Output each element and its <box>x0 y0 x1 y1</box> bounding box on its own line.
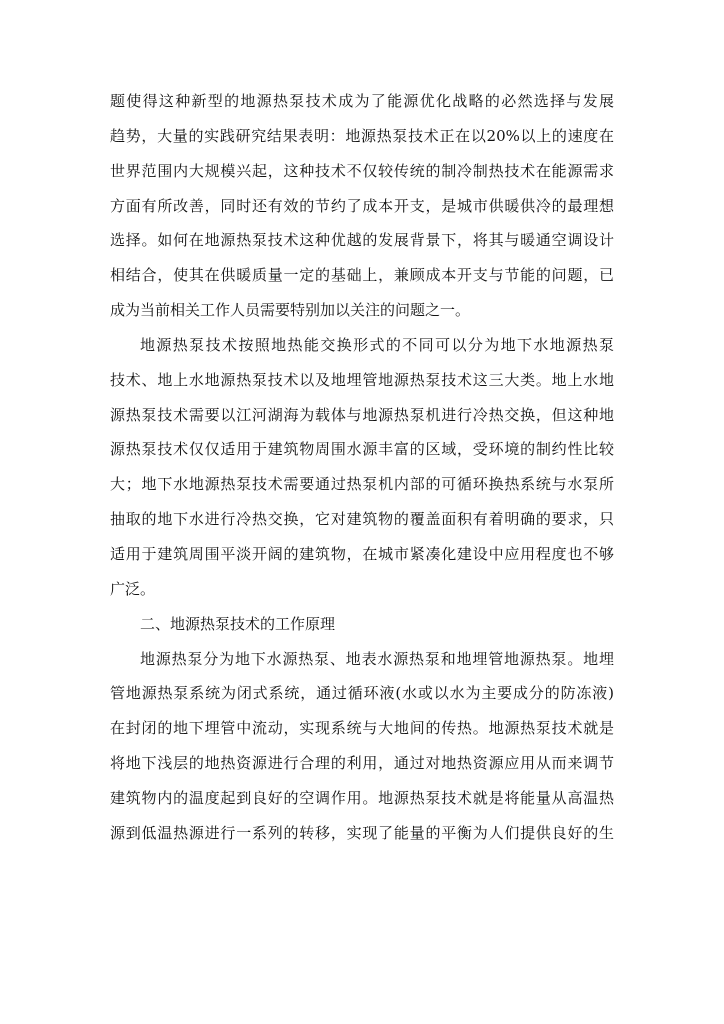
text-line: 世界范围内大规模兴起，这种技术不仅较传统的制冷制热技术在能源需求 <box>110 161 614 180</box>
text-line: 管地源热泵系统为闭式系统，通过循环液(水或以水为主要成分的防冻液) <box>110 684 614 703</box>
text-line: 在封闭的地下埋管中流动，实现系统与大地间的传热。地源热泵技术就是 <box>110 719 614 738</box>
text-line: 源热泵技术仅仅适用于建筑物周围水源丰富的区域，受环境的制约性比较 <box>110 440 614 459</box>
body-text <box>110 84 614 851</box>
text-line: 趋势，大量的实践研究结果表明：地源热泵技术正在以20%以上的速度在 <box>110 126 614 145</box>
text-line: 成为当前相关工作人员需要特别加以关注的问题之一。 <box>110 301 471 320</box>
section-heading: 二、地源热泵技术的工作原理 <box>140 614 336 633</box>
text-line: 方面有所改善，同时还有效的节约了成本开支，是城市供暖供冷的最理想 <box>110 196 614 215</box>
text-line: 抽取的地下水进行冷热交换，它对建筑物的覆盖面积有着明确的要求，只 <box>110 510 614 529</box>
text-line: 题使得这种新型的地源热泵技术成为了能源优化战略的必然选择与发展 <box>110 92 614 110</box>
text-line: 建筑物内的温度起到良好的空调作用。地源热泵技术就是将能量从高温热 <box>110 788 614 807</box>
paragraph-first-line: 地源热泵分为地下水源热泵、地表水源热泵和地埋管地源热泵。地埋 <box>140 649 614 668</box>
text-line: 相结合，使其在供暖质量一定的基础上，兼顾成本开支与节能的问题，已 <box>110 266 614 285</box>
text-line: 源热泵技术需要以江河湖海为载体与地源热泵机进行冷热交换，但这种地 <box>110 405 614 424</box>
text-line: 将地下浅层的地热资源进行合理的利用，通过对地热资源应用从而来调节 <box>110 754 614 773</box>
paragraph-first-line: 地源热泵技术按照地热能交换形式的不同可以分为地下水地源热泵 <box>140 335 614 354</box>
text-line: 源到低温热源进行一系列的转移，实现了能量的平衡为人们提供良好的生 <box>110 823 614 842</box>
text-line: 技术、地上水地源热泵技术以及地埋管地源热泵技术这三大类。地上水地 <box>110 370 614 389</box>
text-line: 选择。如何在地源热泵技术这种优越的发展背景下，将其与暖通空调设计 <box>110 231 614 250</box>
text-line: 适用于建筑周围平淡开阔的建筑物，在城市紧凑化建设中应用程度也不够 <box>110 544 614 563</box>
text-line: 大；地下水地源热泵技术需要通过热泵机内部的可循环换热系统与水泵所 <box>110 475 614 494</box>
text-line: 广泛。 <box>110 579 156 598</box>
